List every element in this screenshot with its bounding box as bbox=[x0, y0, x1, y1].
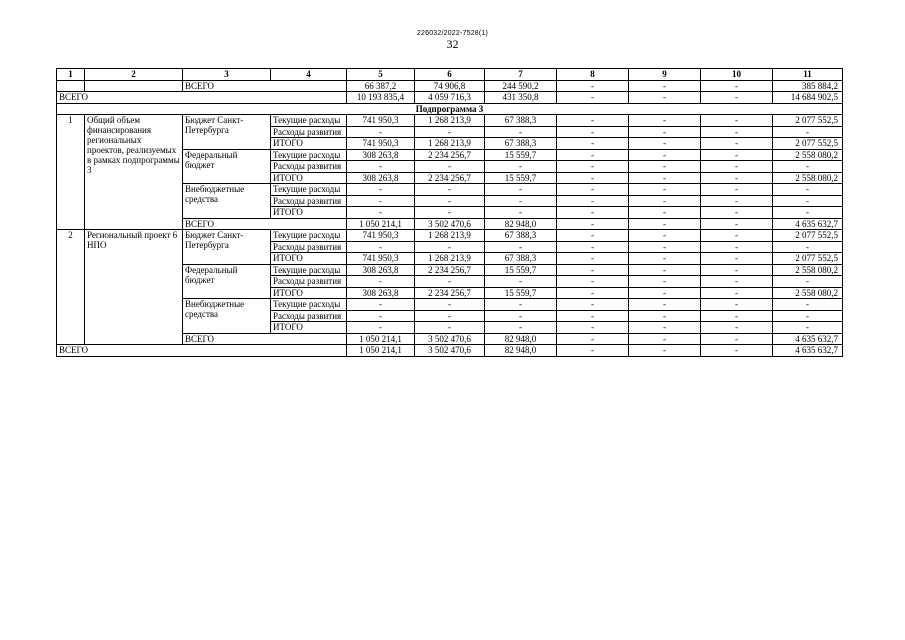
value-cell-col9: - bbox=[629, 172, 701, 184]
item-name: Региональный проект 6 НПО bbox=[85, 230, 183, 345]
value-cell-col7: - bbox=[485, 276, 557, 288]
header-cell: 7 bbox=[485, 69, 557, 81]
value-cell-col8: - bbox=[557, 172, 629, 184]
value-cell-col10: - bbox=[701, 207, 773, 219]
value-cell-col11: 2 077 552,5 bbox=[773, 138, 843, 150]
value-cell-col5: 10 193 835,4 bbox=[347, 92, 415, 104]
value-cell-col7: 82 948,0 bbox=[485, 345, 557, 357]
header-cell: 4 bbox=[271, 69, 347, 81]
value-cell-col8: - bbox=[557, 92, 629, 104]
value-cell-col6: 2 234 256,7 bbox=[415, 264, 485, 276]
value-cell-col6: - bbox=[415, 207, 485, 219]
value-cell-col5: 741 950,3 bbox=[347, 253, 415, 265]
value-cell-col10: - bbox=[701, 172, 773, 184]
value-cell-col9: - bbox=[629, 276, 701, 288]
value-cell-col10: - bbox=[701, 345, 773, 357]
expense-type: Текущие расходы bbox=[271, 149, 347, 161]
value-cell-col8: - bbox=[557, 149, 629, 161]
value-cell-col7: 431 350,8 bbox=[485, 92, 557, 104]
value-cell-col9: - bbox=[629, 299, 701, 311]
value-cell-col9: - bbox=[629, 264, 701, 276]
value-cell-col7: 67 388,3 bbox=[485, 115, 557, 127]
value-cell-col11: - bbox=[773, 207, 843, 219]
value-cell-col8: - bbox=[557, 253, 629, 265]
value-cell-col7: - bbox=[485, 161, 557, 173]
value-cell-col6: 2 234 256,7 bbox=[415, 287, 485, 299]
expense-type: Текущие расходы bbox=[271, 299, 347, 311]
value-cell-col6: - bbox=[415, 184, 485, 196]
item-name: Общий объем финансирования региональных проектов, реализуемых в рамках подпрограммы 3 bbox=[85, 115, 183, 230]
value-cell-col7: 82 948,0 bbox=[485, 333, 557, 345]
value-cell-col10: - bbox=[701, 138, 773, 150]
value-cell-col11: 2 558 080,2 bbox=[773, 149, 843, 161]
value-cell-col5: - bbox=[347, 161, 415, 173]
value-cell-col10: - bbox=[701, 310, 773, 322]
value-cell-col5: - bbox=[347, 241, 415, 253]
value-cell-col7: 244 590,2 bbox=[485, 80, 557, 92]
value-cell-col5: 741 950,3 bbox=[347, 138, 415, 150]
value-cell-col9: - bbox=[629, 230, 701, 242]
value-cell-col6: - bbox=[415, 241, 485, 253]
value-cell-col5: 1 050 214,1 bbox=[347, 218, 415, 230]
value-cell-col7: 67 388,3 bbox=[485, 253, 557, 265]
value-cell-col11: 2 077 552,5 bbox=[773, 115, 843, 127]
grand-total-label: ВСЕГО bbox=[57, 345, 347, 357]
value-cell-col5: - bbox=[347, 126, 415, 138]
value-cell-col11: 14 684 902,5 bbox=[773, 92, 843, 104]
value-cell-col10: - bbox=[701, 264, 773, 276]
value-cell-col6: 1 268 213,9 bbox=[415, 230, 485, 242]
value-cell-col8: - bbox=[557, 207, 629, 219]
value-cell-col7: - bbox=[485, 322, 557, 334]
value-cell-col8: - bbox=[557, 138, 629, 150]
value-cell-col6: - bbox=[415, 299, 485, 311]
value-cell-col7: - bbox=[485, 184, 557, 196]
table-row bbox=[57, 92, 843, 104]
grand-total-label: ВСЕГО bbox=[57, 92, 347, 104]
value-cell-col8: - bbox=[557, 80, 629, 92]
value-cell-col6: - bbox=[415, 195, 485, 207]
value-cell-col6: - bbox=[415, 126, 485, 138]
value-cell-col11: - bbox=[773, 322, 843, 334]
value-cell-col5: 741 950,3 bbox=[347, 230, 415, 242]
value-cell-col7: - bbox=[485, 195, 557, 207]
value-cell-col10: - bbox=[701, 218, 773, 230]
value-cell-col7: 15 559,7 bbox=[485, 172, 557, 184]
header-cell: 1 bbox=[57, 69, 85, 81]
expense-type: Расходы развития bbox=[271, 195, 347, 207]
value-cell-col6: 3 502 470,6 bbox=[415, 333, 485, 345]
header-cell: 11 bbox=[773, 69, 843, 81]
header-cell: 6 bbox=[415, 69, 485, 81]
expense-type: ИТОГО bbox=[271, 207, 347, 219]
value-cell-col5: 1 050 214,1 bbox=[347, 333, 415, 345]
value-cell-col11: - bbox=[773, 299, 843, 311]
value-cell-col9: - bbox=[629, 253, 701, 265]
header-cell: 5 bbox=[347, 69, 415, 81]
value-cell-col7: 82 948,0 bbox=[485, 218, 557, 230]
value-cell-col5: 308 263,8 bbox=[347, 287, 415, 299]
value-cell-col11: - bbox=[773, 276, 843, 288]
value-cell-col5: 308 263,8 bbox=[347, 172, 415, 184]
value-cell-col11: - bbox=[773, 184, 843, 196]
value-cell-col10: - bbox=[701, 92, 773, 104]
value-cell-col6: - bbox=[415, 161, 485, 173]
expense-type: ИТОГО bbox=[271, 172, 347, 184]
funding-source: Федеральный бюджет bbox=[183, 149, 271, 184]
expense-type: Расходы развития bbox=[271, 241, 347, 253]
value-cell-col9: - bbox=[629, 345, 701, 357]
source-total-label: ВСЕГО bbox=[183, 80, 347, 92]
value-cell-col8: - bbox=[557, 322, 629, 334]
value-cell-col7: 67 388,3 bbox=[485, 230, 557, 242]
header-cell: 8 bbox=[557, 69, 629, 81]
value-cell-col8: - bbox=[557, 345, 629, 357]
value-cell-col8: - bbox=[557, 333, 629, 345]
value-cell-col9: - bbox=[629, 115, 701, 127]
value-cell-col8: - bbox=[557, 276, 629, 288]
value-cell-col11: 4 635 632,7 bbox=[773, 218, 843, 230]
value-cell-col11: 4 635 632,7 bbox=[773, 345, 843, 357]
value-cell-col6: 2 234 256,7 bbox=[415, 149, 485, 161]
value-cell-col11: - bbox=[773, 195, 843, 207]
value-cell-col11: 2 558 080,2 bbox=[773, 287, 843, 299]
value-cell-col10: - bbox=[701, 115, 773, 127]
value-cell-col6: 1 268 213,9 bbox=[415, 138, 485, 150]
expense-type: Расходы развития bbox=[271, 126, 347, 138]
value-cell-col10: - bbox=[701, 195, 773, 207]
value-cell-col8: - bbox=[557, 195, 629, 207]
expense-type: Расходы развития bbox=[271, 161, 347, 173]
header-row bbox=[57, 69, 843, 81]
value-cell-col9: - bbox=[629, 195, 701, 207]
value-cell-col7: - bbox=[485, 241, 557, 253]
table-row bbox=[57, 80, 843, 92]
value-cell-col6: - bbox=[415, 322, 485, 334]
value-cell-col5: 66 387,2 bbox=[347, 80, 415, 92]
value-cell-col11: 2 077 552,5 bbox=[773, 230, 843, 242]
expense-type: Текущие расходы bbox=[271, 184, 347, 196]
page-number: 32 bbox=[446, 37, 459, 51]
expense-type: Текущие расходы bbox=[271, 230, 347, 242]
value-cell-col8: - bbox=[557, 264, 629, 276]
value-cell-col6: 2 234 256,7 bbox=[415, 172, 485, 184]
value-cell-col7: 67 388,3 bbox=[485, 138, 557, 150]
value-cell-col9: - bbox=[629, 218, 701, 230]
funding-source: Федеральный бюджет bbox=[183, 264, 271, 299]
value-cell-col11: - bbox=[773, 161, 843, 173]
section-title: Подпрограмма 3 bbox=[57, 103, 843, 115]
value-cell-col9: - bbox=[629, 207, 701, 219]
expense-type: Расходы развития bbox=[271, 310, 347, 322]
item-total-label: ВСЕГО bbox=[183, 218, 347, 230]
value-cell-col8: - bbox=[557, 287, 629, 299]
value-cell-col6: 3 502 470,6 bbox=[415, 345, 485, 357]
value-cell-col5: - bbox=[347, 322, 415, 334]
value-cell-col10: - bbox=[701, 322, 773, 334]
value-cell-col11: - bbox=[773, 310, 843, 322]
value-cell-col9: - bbox=[629, 80, 701, 92]
funding-source: Внебюджетные средства bbox=[183, 184, 271, 219]
funding-source: Внебюджетные средства bbox=[183, 299, 271, 334]
value-cell-col6: - bbox=[415, 310, 485, 322]
value-cell-col8: - bbox=[557, 299, 629, 311]
value-cell-col11: - bbox=[773, 126, 843, 138]
value-cell-col10: - bbox=[701, 299, 773, 311]
value-cell-col7: 15 559,7 bbox=[485, 149, 557, 161]
value-cell-col7: 15 559,7 bbox=[485, 287, 557, 299]
value-cell-col9: - bbox=[629, 161, 701, 173]
expense-type: ИТОГО bbox=[271, 287, 347, 299]
header-cell: 2 bbox=[85, 69, 183, 81]
value-cell-col10: - bbox=[701, 287, 773, 299]
value-cell-col5: - bbox=[347, 276, 415, 288]
value-cell-col5: 308 263,8 bbox=[347, 264, 415, 276]
value-cell-col10: - bbox=[701, 253, 773, 265]
value-cell-col11: 2 077 552,5 bbox=[773, 253, 843, 265]
value-cell-col9: - bbox=[629, 126, 701, 138]
value-cell-col10: - bbox=[701, 126, 773, 138]
table-row bbox=[57, 230, 843, 242]
value-cell-col7: 15 559,7 bbox=[485, 264, 557, 276]
document-id: 226032/2022-7528(1) bbox=[416, 30, 489, 37]
header-cell: 3 bbox=[183, 69, 271, 81]
value-cell-col11: 2 558 080,2 bbox=[773, 264, 843, 276]
expense-type: Текущие расходы bbox=[271, 115, 347, 127]
value-cell-col7: - bbox=[485, 299, 557, 311]
value-cell-col5: - bbox=[347, 299, 415, 311]
value-cell-col11: 2 558 080,2 bbox=[773, 172, 843, 184]
value-cell-col5: 741 950,3 bbox=[347, 115, 415, 127]
section-row bbox=[57, 103, 843, 115]
value-cell-col10: - bbox=[701, 184, 773, 196]
budget-table bbox=[56, 68, 843, 357]
value-cell-col5: 1 050 214,1 bbox=[347, 345, 415, 357]
value-cell-col8: - bbox=[557, 310, 629, 322]
value-cell-col10: - bbox=[701, 149, 773, 161]
item-number: 2 bbox=[57, 230, 85, 345]
value-cell-col8: - bbox=[557, 126, 629, 138]
value-cell-col8: - bbox=[557, 241, 629, 253]
header-cell: 9 bbox=[629, 69, 701, 81]
item-total-label: ВСЕГО bbox=[183, 333, 347, 345]
empty-cell bbox=[57, 80, 85, 92]
value-cell-col8: - bbox=[557, 115, 629, 127]
value-cell-col6: 3 502 470,6 bbox=[415, 218, 485, 230]
expense-type: ИТОГО bbox=[271, 322, 347, 334]
value-cell-col9: - bbox=[629, 92, 701, 104]
value-cell-col11: 4 635 632,7 bbox=[773, 333, 843, 345]
expense-type: Текущие расходы bbox=[271, 264, 347, 276]
value-cell-col11: - bbox=[773, 241, 843, 253]
value-cell-col8: - bbox=[557, 184, 629, 196]
value-cell-col6: - bbox=[415, 276, 485, 288]
value-cell-col7: - bbox=[485, 126, 557, 138]
value-cell-col10: - bbox=[701, 230, 773, 242]
value-cell-col10: - bbox=[701, 241, 773, 253]
expense-type: Расходы развития bbox=[271, 276, 347, 288]
expense-type: ИТОГО bbox=[271, 138, 347, 150]
value-cell-col5: 308 263,8 bbox=[347, 149, 415, 161]
value-cell-col11: 385 884,2 bbox=[773, 80, 843, 92]
value-cell-col8: - bbox=[557, 161, 629, 173]
value-cell-col9: - bbox=[629, 138, 701, 150]
expense-type: ИТОГО bbox=[271, 253, 347, 265]
value-cell-col10: - bbox=[701, 333, 773, 345]
value-cell-col5: - bbox=[347, 207, 415, 219]
value-cell-col5: - bbox=[347, 310, 415, 322]
funding-source: Бюджет Санкт-Петербурга bbox=[183, 230, 271, 265]
funding-source: Бюджет Санкт-Петербурга bbox=[183, 115, 271, 150]
value-cell-col5: - bbox=[347, 184, 415, 196]
value-cell-col9: - bbox=[629, 184, 701, 196]
empty-cell bbox=[85, 80, 183, 92]
header-cell: 10 bbox=[701, 69, 773, 81]
value-cell-col9: - bbox=[629, 149, 701, 161]
value-cell-col9: - bbox=[629, 333, 701, 345]
grand-total-row bbox=[57, 345, 843, 357]
value-cell-col7: - bbox=[485, 310, 557, 322]
value-cell-col8: - bbox=[557, 218, 629, 230]
value-cell-col7: - bbox=[485, 207, 557, 219]
value-cell-col6: 1 268 213,9 bbox=[415, 115, 485, 127]
value-cell-col10: - bbox=[701, 80, 773, 92]
value-cell-col9: - bbox=[629, 310, 701, 322]
value-cell-col6: 1 268 213,9 bbox=[415, 253, 485, 265]
value-cell-col10: - bbox=[701, 276, 773, 288]
item-number: 1 bbox=[57, 115, 85, 230]
value-cell-col6: 4 059 716,3 bbox=[415, 92, 485, 104]
value-cell-col6: 74 906,8 bbox=[415, 80, 485, 92]
value-cell-col8: - bbox=[557, 230, 629, 242]
value-cell-col9: - bbox=[629, 322, 701, 334]
value-cell-col9: - bbox=[629, 241, 701, 253]
value-cell-col9: - bbox=[629, 287, 701, 299]
value-cell-col5: - bbox=[347, 195, 415, 207]
table-row bbox=[57, 115, 843, 127]
value-cell-col10: - bbox=[701, 161, 773, 173]
